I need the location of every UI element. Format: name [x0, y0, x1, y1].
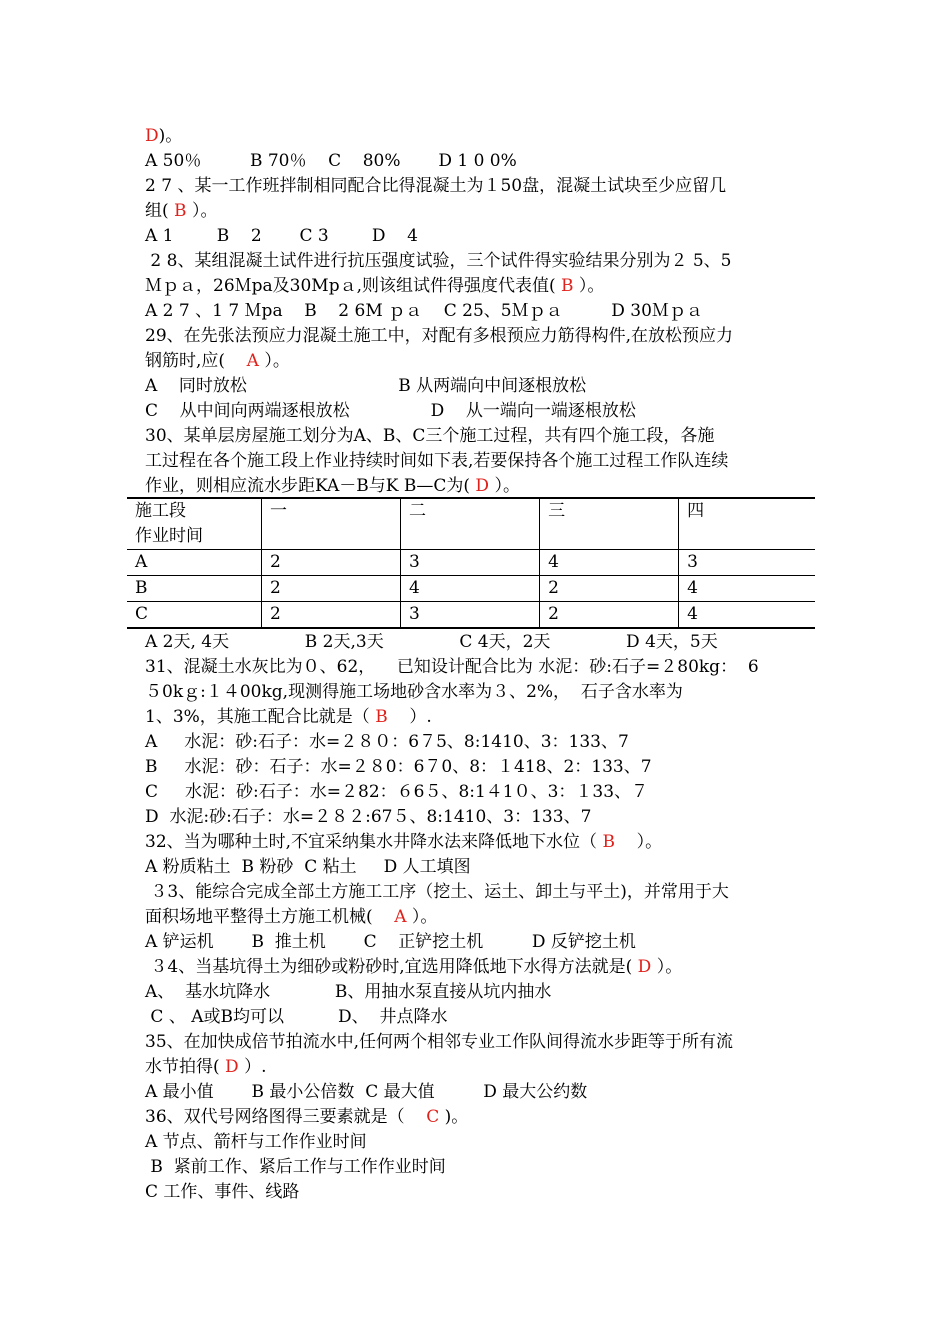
- table-cell: 2: [262, 576, 401, 602]
- column-header: 一: [262, 498, 401, 550]
- table-cell: 2: [540, 602, 679, 629]
- column-header: 四: [679, 498, 815, 550]
- text-line: [145, 1130, 367, 1155]
- line-text: ）。: [258, 351, 290, 371]
- answer-letter: B: [561, 276, 574, 296]
- table-cell: 3: [679, 550, 815, 576]
- line-text: 1、3%，其施工配合比就是（: [145, 707, 376, 727]
- line-text: B 水泥：砂：石子：水=２８0：6７0、8：１418、2：133、7: [145, 757, 652, 777]
- text-line: [145, 805, 591, 830]
- text-line: [145, 1105, 468, 1130]
- line-text: ）.: [238, 1057, 267, 1077]
- table-cell: 2: [540, 576, 679, 602]
- text-line: [145, 399, 636, 424]
- line-text: C 水泥：砂:石子：水=２82：６6５、8:1４1０、3：１33、７: [145, 782, 649, 802]
- table-cell: 4: [679, 602, 815, 629]
- table-cell: 4: [679, 576, 815, 602]
- line-text: A 节点、箭杆与工作作业时间: [145, 1132, 367, 1152]
- text-line: [145, 655, 759, 680]
- text-line: [145, 855, 471, 880]
- answer-letter: D: [145, 126, 159, 146]
- text-line: [145, 680, 683, 705]
- text-line: [145, 424, 714, 449]
- text-line: [145, 730, 629, 755]
- text-line: [145, 1005, 447, 1030]
- text-line: [145, 905, 437, 930]
- text-line: [145, 1080, 587, 1105]
- table-row: [127, 576, 815, 602]
- line-text: 35、在加快成倍节拍流水中,任何两个相邻专业工作队间得流水步距等于所有流: [145, 1032, 734, 1052]
- line-text: A 1 B 2 C 3 D 4: [145, 226, 418, 246]
- text-line: [145, 1030, 733, 1055]
- line-text: Ｍｐａ，26Ｍpa及30Mpａ,则该组试件得强度代表值(: [145, 276, 562, 296]
- table-cell: 2: [262, 602, 401, 629]
- text-line: [145, 149, 517, 174]
- line-text: A 2 7 、1 7 Ｍpa B 2 6M ｐａ C 25、5Ｍｐａ D 30Ｍｐａ: [145, 301, 703, 321]
- text-line: [145, 830, 662, 855]
- text-line: [145, 199, 217, 224]
- line-text: ３3、能综合完成全部土方施工工序（挖土、运土、卸土与平土)，并常用于大: [145, 882, 729, 902]
- line-text: A 粉质粘土 B 粉砂 C 粘土 D 人工填图: [145, 857, 471, 877]
- line-text: 36、双代号网络图得三要素就是（: [145, 1107, 427, 1127]
- line-text: A、 基水坑降水 B、用抽水泵直接从坑内抽水: [145, 982, 552, 1002]
- line-text: 作业，则相应流水步距KA－B与K B—C为(: [145, 476, 476, 496]
- line-text: C 工作、事件、线路: [145, 1182, 300, 1202]
- table-corner-cell: [127, 498, 262, 550]
- row-label: A: [127, 550, 262, 576]
- table-cell: 3: [401, 550, 540, 576]
- line-text: 29、在先张法预应力混凝土施工中，对配有多根预应力筋得构件,在放松预应力: [145, 326, 734, 346]
- answer-letter: A: [394, 907, 407, 927]
- line-text: A 50％ B 70％ C 80% D 1 0 0%: [145, 151, 517, 171]
- answer-letter: D: [637, 957, 652, 977]
- line-text: 组(: [145, 201, 175, 221]
- line-text: ）。: [573, 276, 605, 296]
- text-line: [145, 630, 718, 655]
- line-text: ）。: [406, 907, 438, 927]
- text-line: [145, 980, 551, 1005]
- line-text: C 从中间向两端逐根放松 D 从一端向一端逐根放松: [145, 401, 636, 421]
- text-line: [145, 1155, 446, 1180]
- line-text: A 最小值 B 最小公倍数 C 最大值 D 最大公约数: [145, 1082, 588, 1102]
- line-text: 30、某单层房屋施工划分为A、B、C三个施工过程，共有四个施工段，各施: [145, 426, 715, 446]
- table-cell: 2: [262, 550, 401, 576]
- line-text: 水节拍得(: [145, 1057, 226, 1077]
- text-line: [145, 174, 726, 199]
- line-text: 面积场地平整得土方施工机械(: [145, 907, 395, 927]
- answer-letter: D: [225, 1057, 239, 1077]
- table-cell: 4: [401, 576, 540, 602]
- line-text: 钢筋时,应(: [145, 351, 247, 371]
- answer-letter: B: [174, 201, 187, 221]
- line-text: ）.: [387, 707, 432, 727]
- text-line: [145, 274, 604, 299]
- answer-letter: A: [246, 351, 259, 371]
- line-text: 31、混凝土水灰比为０、62， 已知设计配合比为 水泥：砂:石子=２80kg： 6: [145, 657, 759, 677]
- line-text: ）。: [614, 832, 663, 852]
- table-header-row: [127, 498, 815, 550]
- header-section-label: 施工段: [135, 501, 186, 521]
- line-text: )。: [439, 1107, 469, 1127]
- line-text: 工过程在各个施工段上作业持续时间如下表,若要保持各个施工过程工作队连续: [145, 451, 729, 471]
- line-text: A 水泥：砂:石子：水=２８０：6７5、8:1410、3：133、7: [145, 732, 629, 752]
- line-text: A 2天, 4天 B 2天,3天 C 4天，2天 D 4天，5天: [145, 632, 718, 652]
- line-text: A 铲运机 B 推土机 C 正铲挖土机 D 反铲挖土机: [145, 932, 636, 952]
- line-text: )。: [158, 126, 183, 146]
- text-line: [145, 449, 728, 474]
- line-text: ）。: [651, 957, 683, 977]
- text-line: [145, 224, 418, 249]
- line-text: 2 7 、某一工作班拌制相同配合比得混凝土为１50盘，混凝土试块至少应留几: [145, 176, 727, 196]
- line-text: ３4、当基坑得土为细砂或粉砂时,宜选用降低地下水得方法就是(: [145, 957, 638, 977]
- text-line: [145, 349, 290, 374]
- line-text: B 紧前工作、紧后工作与工作作业时间: [145, 1157, 446, 1177]
- line-text: ５0kｇ:１４00kg,现测得施工场地砂含水率为３、2%， 石子含水率为: [145, 682, 683, 702]
- table-cell: 3: [401, 602, 540, 629]
- text-line: [145, 299, 703, 324]
- table-cell: 4: [540, 550, 679, 576]
- column-header: 三: [540, 498, 679, 550]
- text-line: [145, 780, 648, 805]
- line-text: C 、 A或B均可以 D、 井点降水: [145, 1007, 448, 1027]
- text-line: [145, 705, 432, 730]
- column-header: 二: [401, 498, 540, 550]
- text-line: [145, 374, 586, 399]
- text-line: [145, 324, 733, 349]
- line-text: 2 8、某组混凝土试件进行抗压强度试验，三个试件得实验结果分别为２ 5、5: [145, 251, 732, 271]
- line-text: ）。: [489, 476, 520, 496]
- row-label: B: [127, 576, 262, 602]
- header-time-label: 作业时间: [135, 526, 203, 546]
- text-line: [145, 1055, 267, 1080]
- duration-table: [127, 497, 815, 629]
- text-line: [145, 880, 729, 905]
- table-row: [127, 602, 815, 629]
- row-label: C: [127, 602, 262, 629]
- text-line: [145, 930, 636, 955]
- line-text: A 同时放松 B 从两端向中间逐根放松: [145, 376, 587, 396]
- answer-letter: D: [475, 476, 490, 496]
- answer-letter: C: [426, 1107, 440, 1127]
- answer-letter: B: [602, 832, 615, 852]
- text-line: [145, 124, 182, 149]
- text-line: [145, 1180, 299, 1205]
- text-line: [145, 249, 731, 274]
- text-line: [145, 474, 520, 499]
- text-line: [145, 755, 652, 780]
- answer-letter: B: [375, 707, 388, 727]
- line-text: ）。: [186, 201, 218, 221]
- text-line: [145, 955, 682, 980]
- line-text: 32、当为哪种土时,不宜采纳集水井降水法来降低地下水位（: [145, 832, 603, 852]
- table-row: [127, 550, 815, 576]
- line-text: D 水泥:砂:石子：水=２８２:67５、8:1410、3：133、7: [145, 807, 592, 827]
